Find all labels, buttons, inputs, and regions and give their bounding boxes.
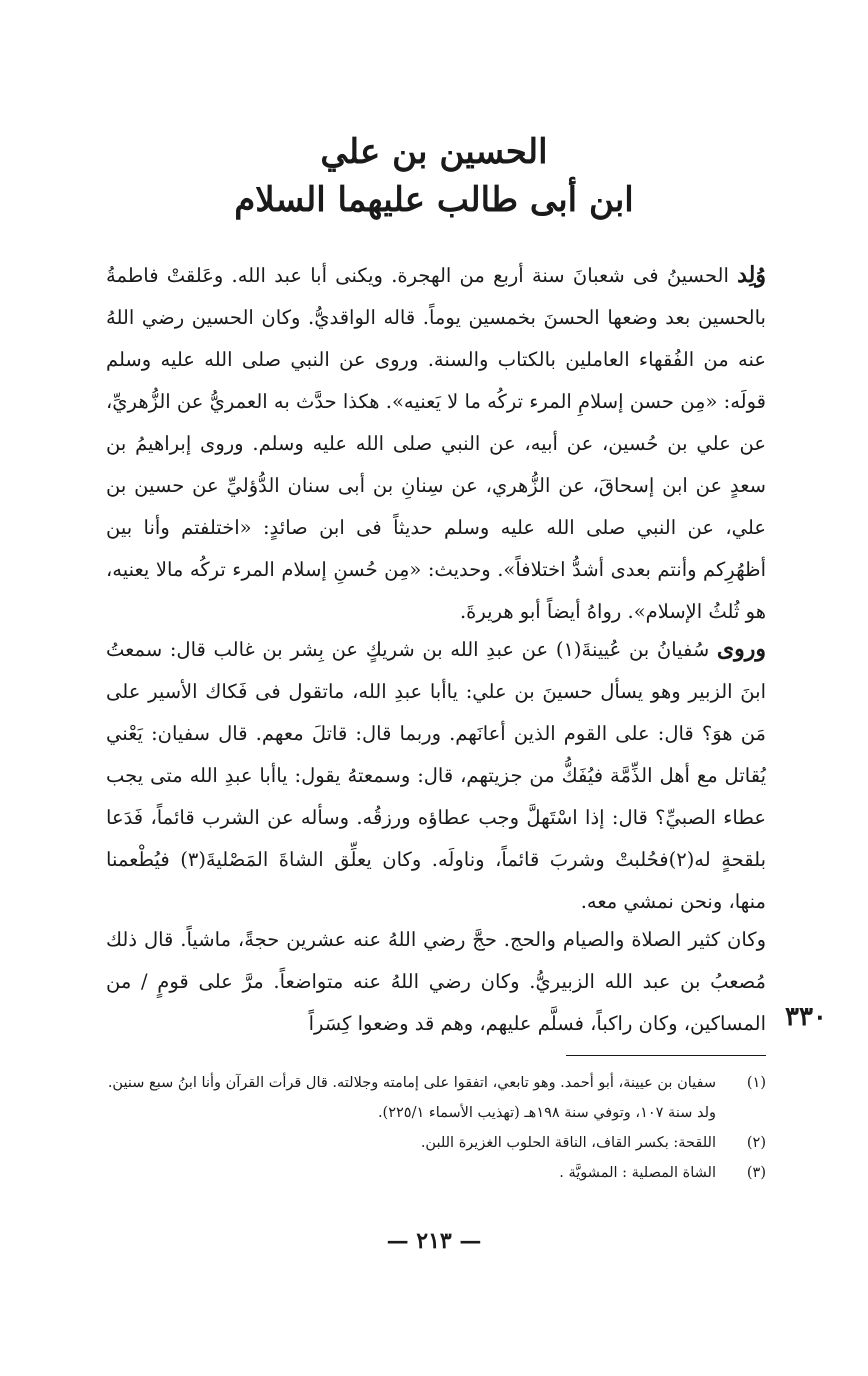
paragraph-1 (106, 254, 766, 633)
footnote-text: اللقحة: بكسر القاف، الناقة الحلوب الغزيرة اللبن. (420, 1135, 716, 1151)
title-line-2: ابن أبى طالب عليهما السلام (234, 180, 634, 220)
footnote-item (102, 1068, 766, 1128)
paragraph-lead-word: وروى (716, 636, 766, 662)
paragraph-text: الحسينُ فى شعبانَ سنة أربع من الهجرة. ويكنى أبا عبد الله. وعَلقتْ فاطمةُ بالحسين بعد وضعها الحسنَ بخمسين يوماً. قاله الواقديُّ. وكان الحسين رضي اللهُ عنه من الفُقهاء العاملين بالكتاب والسنة. وروى عن النبي صلى الله عليه وسلم قولَه: «مِن حسن إسلامِ المرء تركُه ما لا يَعنيه». هكذا حدَّث به العمريُّ عن الزُّهريِّ، عن علي بن حُسين، عن أبيه، عن النبي صلى الله عليه وسلم. وروى إبراهيمُ بن سعدٍ عن ابن إسحاقَ، عن الزُّهري، عن سِنانِ بن أبى سنان الدُّؤليِّ عن حسين بن علي، عن النبي صلى الله عليه وسلم حديثاً فى ابن صائدٍ: «اختلفتم وأنا بين أظهُرِكم وأنتم بعدى أشدُّ اختلافاً». وحديث: «مِن حُسنِ إسلام المرء تركُه مالا يعنيه، هو ثُلثُ الإسلام». رواهُ أيضاً أبو هريرةَ. (106, 264, 766, 623)
margin-page-number: ٣٣٠ (785, 1002, 827, 1032)
page-number: — ٢١٣ — (386, 1228, 482, 1254)
footnote-item (102, 1158, 766, 1188)
footnote-text: الشاة المصلية : المشويَّة . (559, 1165, 716, 1181)
paragraph-2 (106, 628, 766, 923)
title-line-1: الحسين بن علي (320, 132, 548, 172)
paragraph-3 (106, 918, 766, 1045)
footnote-text: سفيان بن عيينة، أبو أحمد. وهو تابعي، اتفقوا على إمامته وجلالته. قال قرأت القرآن وأنا ابنُ سبع سنين. ولد سنة ١٠٧، وتوفي سنة ١٩٨هـ (تهذيب الأسماء ٢٢٥/١). (107, 1075, 716, 1121)
paragraph-text: سُفيانُ بن عُيينةَ(١) عن عبدِ الله بن شريكٍ عن بِشر بن غالب قال: سمعتُ ابنَ الزبير وهو يسأل حسينَ بن علي: ياأبا عبدِ الله، ماتقول فى فَكاك الأسير على مَن هوَ؟ قال: على القوم الذين أعانَهم. وربما قال: قاتلَ معهم. قال سفيان: يَعْني يُقاتل مع أهل الذِّمَّة فيُفَكُّ من جزيتهم، قال: وسمعتهُ يقول: ياأبا عبدِ الله متى يجب عطاء الصبيِّ؟ قال: إذا اسْتَهلَّ وجب عطاؤه ورزقُه. وسأله عن الشرب قائماً، فَدَعا بلقحةٍ له(٢)فحُلبتْ وشربَ قائماً، وناولَه. وكان يعلِّق الشاةَ المَصْليةَ(٣) فيُطْعمنا منها، ونحن نمشي معه. (106, 638, 766, 913)
footnote-number: (٣) (746, 1165, 766, 1181)
paragraph-lead-word: وُلِد (737, 262, 766, 288)
paragraph-text: وكان كثير الصلاة والصيام والحج. حجَّ رضي اللهُ عنه عشرين حجةً، ماشياً. قال ذلك مُصعبُ بن عبد الله الزبيريُّ. وكان رضي اللهُ عنه متواضعاً. مرَّ على قومٍ / من المساكين، وكان راكباً، فسلَّم عليهم، وهم قد وضعوا كِسَراً (106, 928, 766, 1035)
footnote-divider (566, 1055, 766, 1056)
footnote-number: (١) (746, 1075, 766, 1091)
footnote-item (102, 1128, 766, 1158)
footnotes (102, 1068, 766, 1188)
chapter-title (100, 128, 768, 224)
footnote-number: (٢) (746, 1135, 766, 1151)
